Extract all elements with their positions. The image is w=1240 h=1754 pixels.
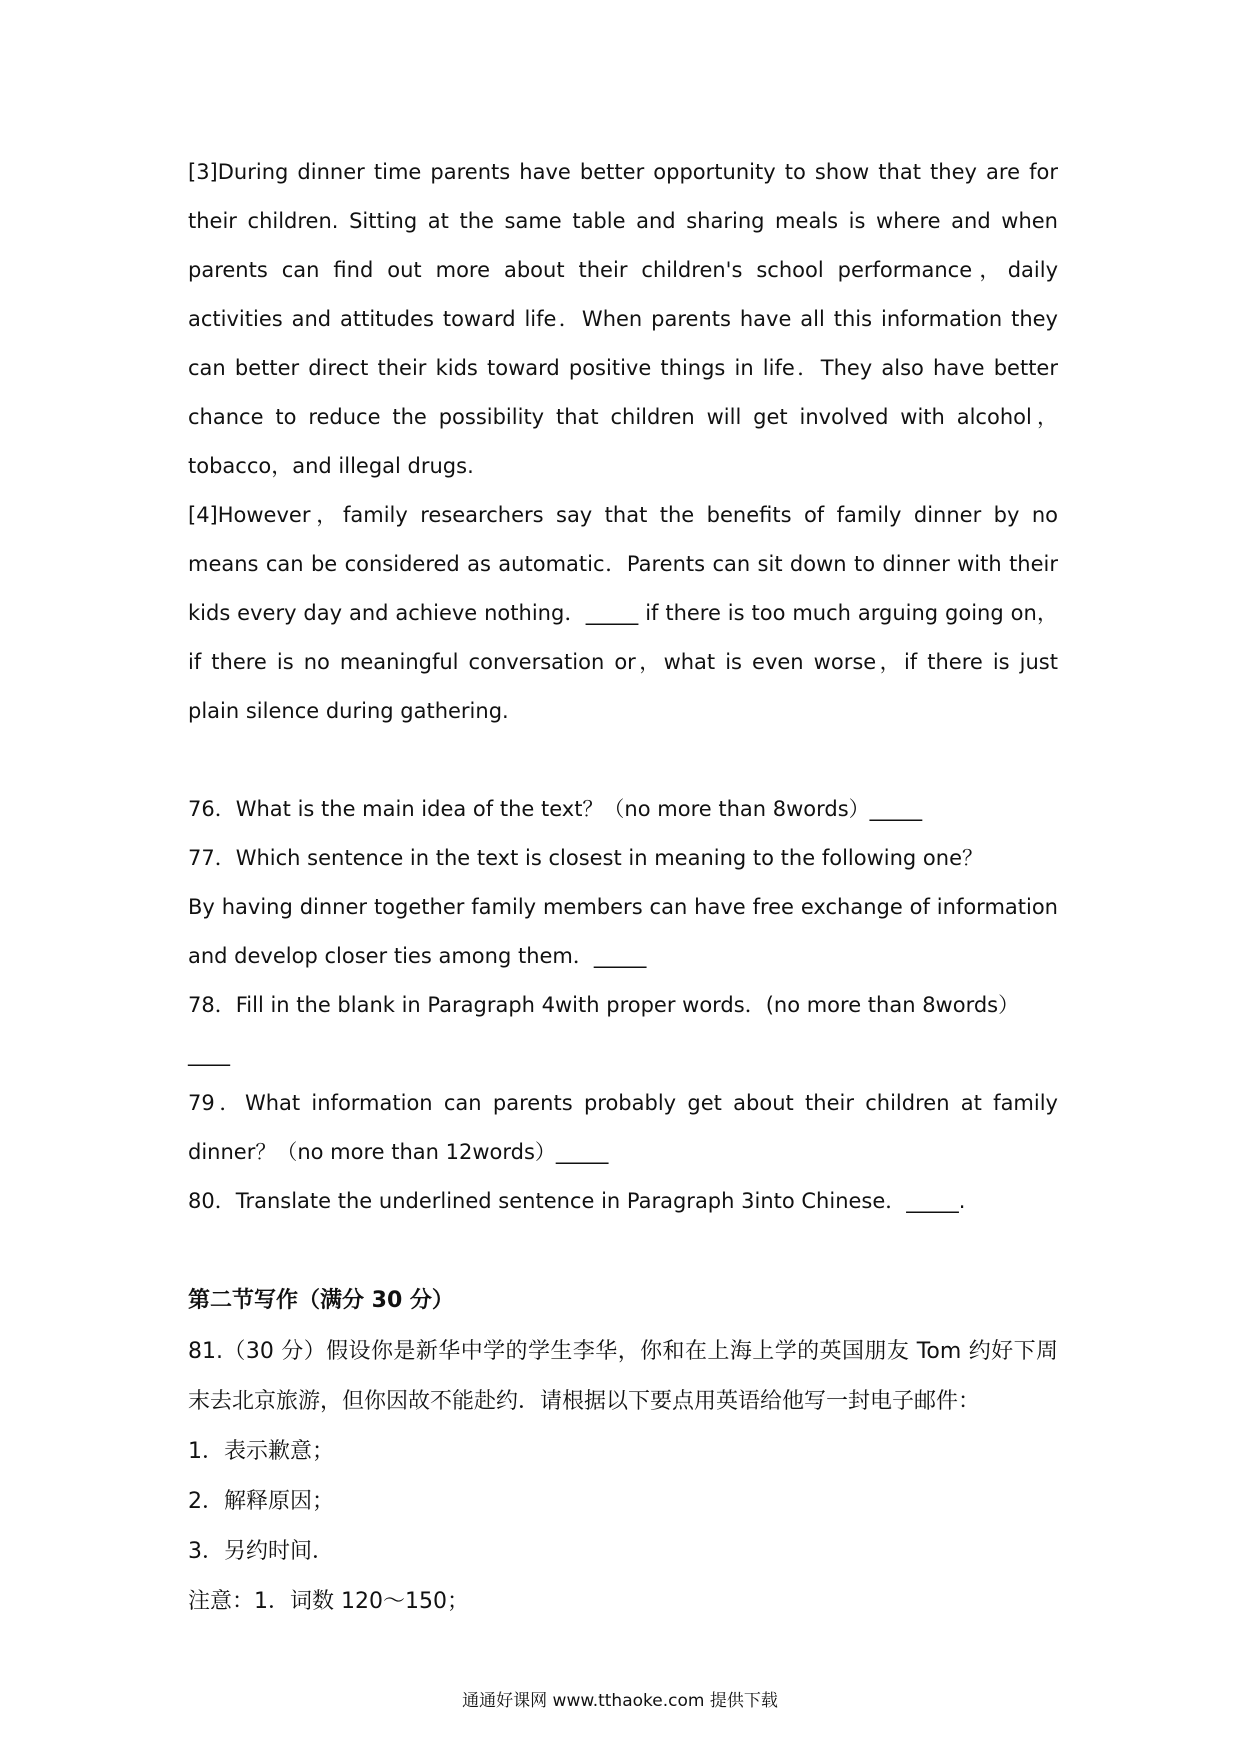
writing-prompt: 81.（30 分）假设你是新华中学的学生李华，你和在上海上学的英国朋友 Tom 约好下周末去北京旅游，但你因故不能赴约．请根据以下要点用英语给他写一封电子邮件： <box>188 1339 1058 1414</box>
question-78: 78．Fill in the blank in Paragraph 4with proper words．(no more than 8words）____ <box>188 993 1020 1066</box>
writing-point-1: 1．表示歉意； <box>188 1439 334 1464</box>
question-80: 80．Translate the underlined sentence in Paragraph 3into Chinese．_____. <box>188 1189 966 1213</box>
writing-note: 注意：1．词数 120～150； <box>188 1589 469 1614</box>
question-76: 76．What is the main idea of the text？（no more than 8words）_____ <box>188 797 923 821</box>
paragraph-4: [4]However，family researchers say that the benefits of family dinner by no means can be considered as automatic．Parents can sit down to dinner with their kids every day and achieve nothing．_____ if there is too much arguing going on，if there is no meaningful conversation or，what is even worse，if there is just plain silence during gathering. <box>188 503 1058 723</box>
spacer <box>188 736 1058 785</box>
page-footer: 通通好课网 www.tthaoke.com 提供下载 <box>462 1691 778 1711</box>
writing-point-3: 3．另约时间． <box>188 1539 334 1564</box>
question-79: 79．What information can parents probably get about their children at family dinner？（no more than 12words）_____ <box>188 1091 1058 1164</box>
question-77-sentence: By having dinner together family members can have free exchange of information and develop closer ties among them．_____ <box>188 895 1058 968</box>
paragraph-3: [3]During dinner time parents have better opportunity to show that they are for their children. Sitting at the same table and sharing meals is where and when parents can find out more about their children's school performance，daily activities and attitudes toward life．When parents have all this information they can better direct their kids toward positive things in life．They also have better chance to reduce the possibility that children will get involved with alcohol，tobacco，and illegal drugs. <box>188 160 1058 478</box>
writing-section-title: 第二节写作（满分 30 分） <box>188 1288 454 1313</box>
document-page <box>188 148 1058 1627</box>
writing-point-2: 2．解释原因； <box>188 1489 334 1514</box>
question-77: 77．Which sentence in the text is closest in meaning to the following one？ <box>188 846 983 870</box>
spacer <box>188 1226 1058 1275</box>
